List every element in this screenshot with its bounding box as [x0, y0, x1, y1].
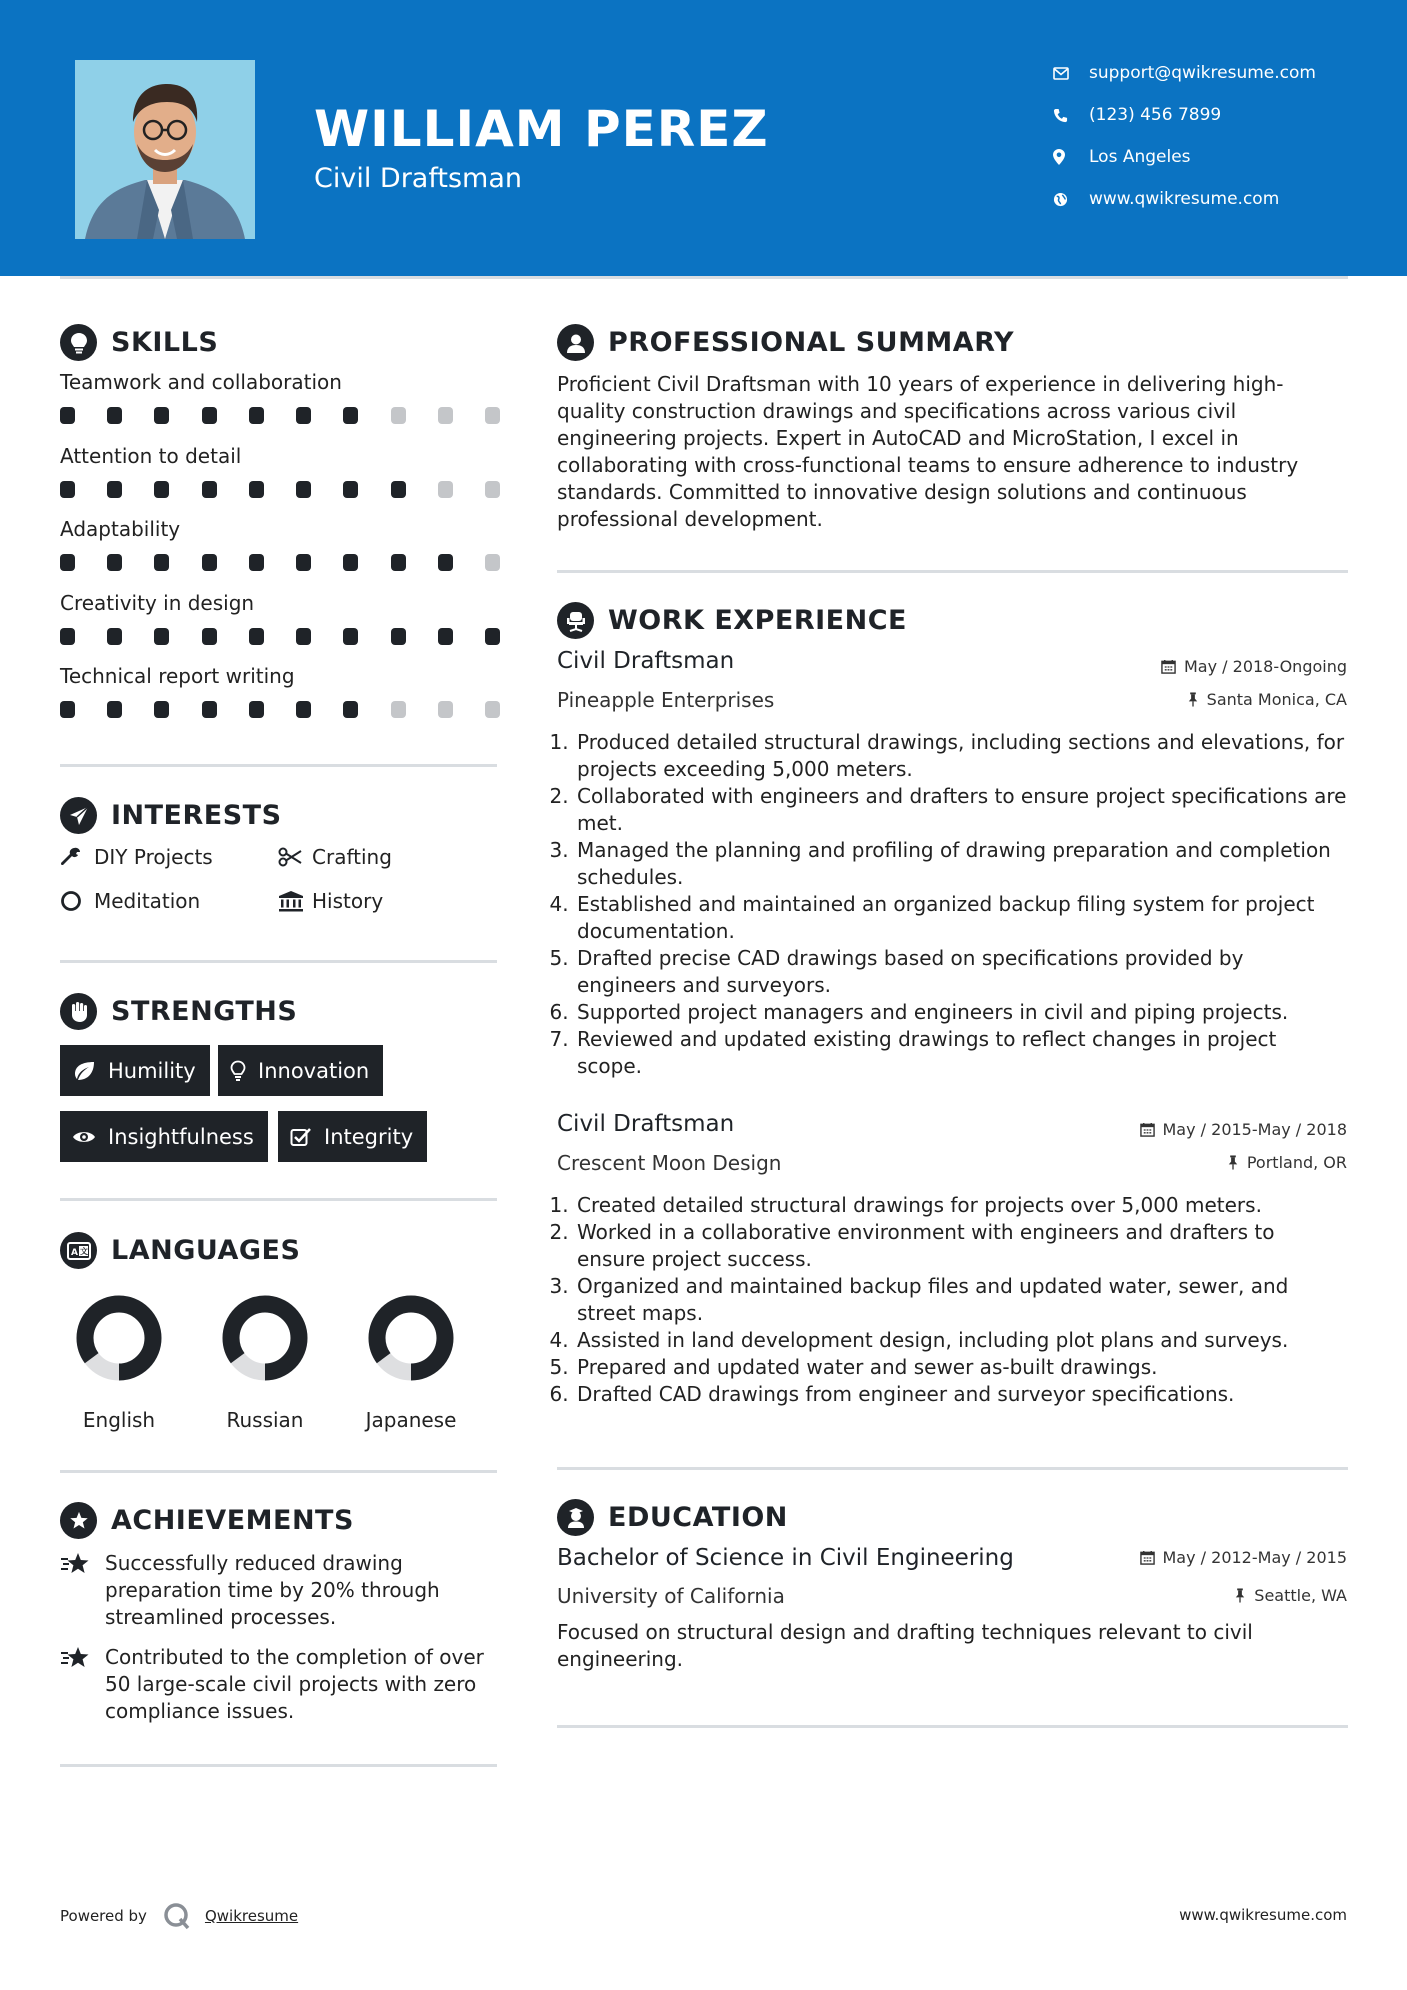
- pin-icon: [1227, 1155, 1239, 1170]
- skill-name: Teamwork and collaboration: [60, 370, 342, 394]
- lightbulb-icon: [60, 324, 97, 361]
- wrench-icon: [60, 846, 94, 868]
- languages-title: LANGUAGES: [111, 1235, 301, 1266]
- job-location: [1227, 1153, 1347, 1172]
- job-dates-text: May / 2018-Ongoing: [1184, 657, 1347, 676]
- responsibility-item: 2. Collaborated with engineers and drafters to ensure project specifications are met.: [575, 783, 1347, 837]
- rating-dot-filled: [485, 628, 500, 645]
- responsibility-item: 7. Reviewed and updated existing drawings to reflect changes in project scope.: [575, 1026, 1347, 1080]
- rating-dot-empty: [438, 701, 453, 718]
- rating-dot-filled: [343, 701, 358, 718]
- calendar-icon: [1161, 659, 1176, 674]
- header-banner: [0, 0, 1407, 276]
- rating-dot-filled: [343, 407, 358, 424]
- rating-dot-filled: [202, 701, 217, 718]
- interests-title: INTERESTS: [111, 800, 282, 831]
- footer-powered-by: [60, 1902, 298, 1930]
- rating-dot-filled: [60, 554, 75, 571]
- languages-heading: [60, 1232, 300, 1269]
- job-company: Crescent Moon Design: [557, 1151, 782, 1175]
- strength-label: Insightfulness: [108, 1124, 254, 1149]
- interest-label: Crafting: [312, 845, 392, 869]
- responsibility-item: 6. Supported project managers and engineers in civil and piping projects.: [575, 999, 1347, 1026]
- powered-by-text: Powered by: [60, 1907, 147, 1925]
- strength-insightfulness: [60, 1111, 268, 1162]
- rating-dot-empty: [438, 407, 453, 424]
- svg-text:文: 文: [79, 1246, 88, 1256]
- pin-icon: [1187, 692, 1199, 707]
- rating-dot-filled: [249, 481, 264, 498]
- rating-dot-filled: [296, 481, 311, 498]
- rating-dot-empty: [485, 407, 500, 424]
- svg-text:A: A: [70, 1247, 78, 1258]
- rating-dot-filled: [202, 628, 217, 645]
- skill-name: Attention to detail: [60, 443, 242, 468]
- rating-dot-empty: [391, 407, 406, 424]
- contact-email-text: support@qwikresume.com: [1089, 63, 1316, 83]
- rating-dot-empty: [438, 481, 453, 498]
- rating-dot-filled: [60, 407, 75, 424]
- interest-meditation: [60, 889, 200, 913]
- skill-rating: [60, 554, 500, 571]
- strengths-title: STRENGTHS: [111, 996, 298, 1027]
- strengths-heading: [60, 993, 297, 1030]
- rating-dot-filled: [296, 554, 311, 571]
- candidate-name: WILLIAM PEREZ: [314, 100, 769, 158]
- education-divider: [557, 1725, 1348, 1728]
- strength-integrity: [278, 1111, 427, 1162]
- calendar-icon: [1140, 1550, 1155, 1565]
- education-dates: [1140, 1548, 1348, 1567]
- rating-dot-filled: [438, 554, 453, 571]
- education-heading: [557, 1499, 788, 1536]
- language-item: [338, 1294, 484, 1432]
- interest-diy-projects: [60, 845, 213, 869]
- star-badge-icon: [60, 1502, 97, 1539]
- achievements-heading: [60, 1502, 354, 1539]
- education-degree: Bachelor of Science in Civil Engineering: [557, 1545, 1014, 1571]
- language-label: English: [82, 1408, 156, 1432]
- job-dates-text: May / 2015-May / 2018: [1162, 1120, 1347, 1139]
- rating-dot-filled: [154, 628, 169, 645]
- responsibility-item: 6. Drafted CAD drawings from engineer and surveyor specifications.: [575, 1381, 1347, 1408]
- interests-divider: [60, 960, 497, 963]
- strengths-divider: [60, 1198, 497, 1201]
- rating-dot-filled: [343, 628, 358, 645]
- rating-dot-filled: [296, 407, 311, 424]
- job-responsibilities: [557, 729, 1347, 1080]
- strength-label: Humility: [108, 1058, 196, 1083]
- rating-dot-filled: [391, 554, 406, 571]
- contact-email[interactable]: [1053, 52, 1373, 94]
- skill-rating: [60, 628, 500, 645]
- language-level-donut: [367, 1294, 455, 1382]
- rating-dot-filled: [60, 628, 75, 645]
- skills-heading: [60, 324, 218, 361]
- fist-icon: [60, 993, 97, 1030]
- qwikresume-link[interactable]: Qwikresume: [204, 1907, 299, 1925]
- interest-history: [278, 889, 383, 913]
- job-location-text: Santa Monica, CA: [1206, 690, 1347, 709]
- language-item: [46, 1294, 192, 1432]
- rating-dot-filled: [438, 628, 453, 645]
- footer-website[interactable]: www.qwikresume.com: [1179, 1906, 1347, 1924]
- contact-phone[interactable]: [1053, 94, 1373, 136]
- rating-dot-filled: [343, 481, 358, 498]
- strength-innovation: [218, 1045, 383, 1096]
- responsibility-item: 5. Prepared and updated water and sewer as-built drawings.: [575, 1354, 1347, 1381]
- rating-dot-filled: [296, 701, 311, 718]
- language-icon: [60, 1232, 97, 1269]
- strength-label: Integrity: [324, 1124, 414, 1149]
- language-level-donut: [75, 1294, 163, 1382]
- responsibility-item: 2. Worked in a collaborative environment with engineers and drafters to ensure project success.: [575, 1219, 1347, 1273]
- skill-rating: [60, 481, 500, 498]
- rating-dot-empty: [485, 701, 500, 718]
- calendar-icon: [1140, 1122, 1155, 1137]
- rating-dot-filled: [202, 407, 217, 424]
- rating-dot-filled: [60, 701, 75, 718]
- rating-dot-filled: [107, 407, 122, 424]
- scissors-icon: [278, 847, 312, 867]
- map-pin-icon: [1053, 149, 1089, 165]
- job-responsibilities: [557, 1192, 1347, 1408]
- header-divider: [60, 276, 1348, 279]
- office-chair-icon: [557, 602, 594, 639]
- achievement-text: Successfully reduced drawing preparation time by 20% through streamlined processes.: [105, 1551, 440, 1629]
- rating-dot-filled: [154, 554, 169, 571]
- rating-dot-filled: [249, 701, 264, 718]
- job-title: Civil Draftsman: [557, 648, 735, 674]
- skill-name: Adaptability: [60, 517, 181, 541]
- rating-dot-filled: [391, 481, 406, 498]
- summary-divider: [557, 570, 1348, 573]
- summary-text: Proficient Civil Draftsman with 10 years of experience in delivering high-quality construction drawings and specifications across various civil engineering projects. Expert in AutoCAD and MicroStation, I excel in collaborating with cross-functional teams to ensure adherence to industry standards. Committed to innovative design solutions and continuous professional development.: [557, 372, 1299, 531]
- lightbulb-icon: [230, 1060, 246, 1082]
- contact-info: [1053, 52, 1373, 220]
- contact-website[interactable]: [1053, 178, 1373, 220]
- contact-phone-text: (123) 456 7899: [1089, 105, 1222, 125]
- rating-dot-filled: [391, 628, 406, 645]
- rating-dot-filled: [343, 554, 358, 571]
- museum-icon: [278, 890, 312, 912]
- star-icon: [60, 1644, 105, 1725]
- rating-dot-empty: [391, 701, 406, 718]
- job-dates: [1161, 657, 1347, 676]
- experience-heading: [557, 602, 907, 639]
- language-level-donut: [221, 1294, 309, 1382]
- responsibility-item: 1. Created detailed structural drawings for projects over 5,000 meters.: [575, 1192, 1347, 1219]
- graduate-icon: [557, 1499, 594, 1536]
- rating-dot-filled: [249, 554, 264, 571]
- summary-title: PROFESSIONAL SUMMARY: [608, 327, 1015, 358]
- rating-dot-empty: [485, 481, 500, 498]
- skills-title: SKILLS: [111, 327, 219, 358]
- interests-heading: [60, 797, 282, 834]
- leaf-icon: [72, 1061, 96, 1081]
- interest-label: History: [312, 889, 384, 913]
- responsibility-item: 4. Established and maintained an organized backup filing system for project documentation.: [575, 891, 1347, 945]
- candidate-role: Civil Draftsman: [314, 163, 522, 194]
- rating-dot-filled: [249, 407, 264, 424]
- experience-title: WORK EXPERIENCE: [608, 605, 907, 636]
- skills-divider: [60, 764, 497, 767]
- interest-crafting: [278, 845, 392, 869]
- language-label: Russian: [226, 1408, 304, 1432]
- interest-label: Meditation: [94, 889, 201, 913]
- rating-dot-empty: [485, 554, 500, 571]
- paper-plane-icon: [60, 797, 97, 834]
- rating-dot-filled: [154, 481, 169, 498]
- contact-location: [1053, 136, 1373, 178]
- experience-divider: [557, 1467, 1348, 1470]
- rating-dot-filled: [249, 628, 264, 645]
- responsibility-item: 4. Assisted in land development design, including plot plans and surveys.: [575, 1327, 1347, 1354]
- interest-label: DIY Projects: [94, 845, 213, 869]
- job-dates: [1140, 1120, 1348, 1139]
- languages-divider: [60, 1470, 497, 1473]
- skill-rating: [60, 701, 500, 718]
- summary-heading: [557, 324, 1014, 361]
- education-title: EDUCATION: [608, 1502, 788, 1533]
- rating-dot-filled: [202, 554, 217, 571]
- rating-dot-filled: [60, 481, 75, 498]
- job-title: Civil Draftsman: [557, 1111, 735, 1137]
- skill-rating: [60, 407, 500, 424]
- job-company: Pineapple Enterprises: [557, 688, 775, 712]
- rating-dot-filled: [107, 628, 122, 645]
- education-location-text: Seattle, WA: [1254, 1586, 1347, 1605]
- skill-name: Technical report writing: [60, 664, 295, 688]
- rating-dot-filled: [107, 701, 122, 718]
- eye-icon: [72, 1129, 96, 1145]
- education-school: University of California: [557, 1584, 785, 1608]
- achievement-item: [60, 1550, 500, 1631]
- responsibility-item: 3. Managed the planning and profiling of drawing preparation and completion schedules.: [575, 837, 1347, 891]
- contact-location-text: Los Angeles: [1089, 147, 1191, 167]
- education-description: Focused on structural design and drafting techniques relevant to civil engineering.: [557, 1620, 1253, 1671]
- job-location-text: Portland, OR: [1246, 1153, 1347, 1172]
- responsibility-item: 3. Organized and maintained backup files and updated water, sewer, and street maps.: [575, 1273, 1347, 1327]
- strength-humility: [60, 1045, 210, 1096]
- job-location: [1187, 690, 1347, 709]
- checkbox-icon: [290, 1127, 312, 1147]
- phone-icon: [1053, 108, 1089, 123]
- rating-dot-filled: [202, 481, 217, 498]
- star-icon: [60, 1550, 105, 1631]
- rating-dot-filled: [154, 701, 169, 718]
- rating-dot-filled: [154, 407, 169, 424]
- pin-icon: [1234, 1588, 1246, 1603]
- envelope-icon: [1053, 67, 1089, 80]
- responsibility-item: 1. Produced detailed structural drawings, including sections and elevations, for projects exceeding 5,000 meters.: [575, 729, 1347, 783]
- achievements-title: ACHIEVEMENTS: [111, 1505, 354, 1536]
- achievement-item: [60, 1644, 500, 1725]
- language-label: Japanese: [365, 1408, 457, 1432]
- user-icon: [557, 324, 594, 361]
- globe-icon: [1053, 192, 1089, 207]
- responsibility-item: 5. Drafted precise CAD drawings based on specifications provided by engineers and surveyors.: [575, 945, 1347, 999]
- contact-website-text: www.qwikresume.com: [1089, 189, 1280, 209]
- achievements-divider: [60, 1764, 497, 1767]
- circle-icon: [60, 890, 94, 912]
- rating-dot-filled: [107, 481, 122, 498]
- education-dates-text: May / 2012-May / 2015: [1162, 1548, 1347, 1567]
- qwikresume-logo-icon: [163, 1902, 191, 1930]
- achievement-text: Contributed to the completion of over 50 large-scale civil projects with zero compliance issues.: [105, 1645, 484, 1723]
- rating-dot-filled: [296, 628, 311, 645]
- skill-name: Creativity in design: [60, 590, 255, 615]
- profile-photo: [75, 60, 255, 239]
- strength-label: Innovation: [258, 1058, 370, 1083]
- rating-dot-filled: [107, 554, 122, 571]
- language-item: [192, 1294, 338, 1432]
- education-location: [1234, 1586, 1347, 1605]
